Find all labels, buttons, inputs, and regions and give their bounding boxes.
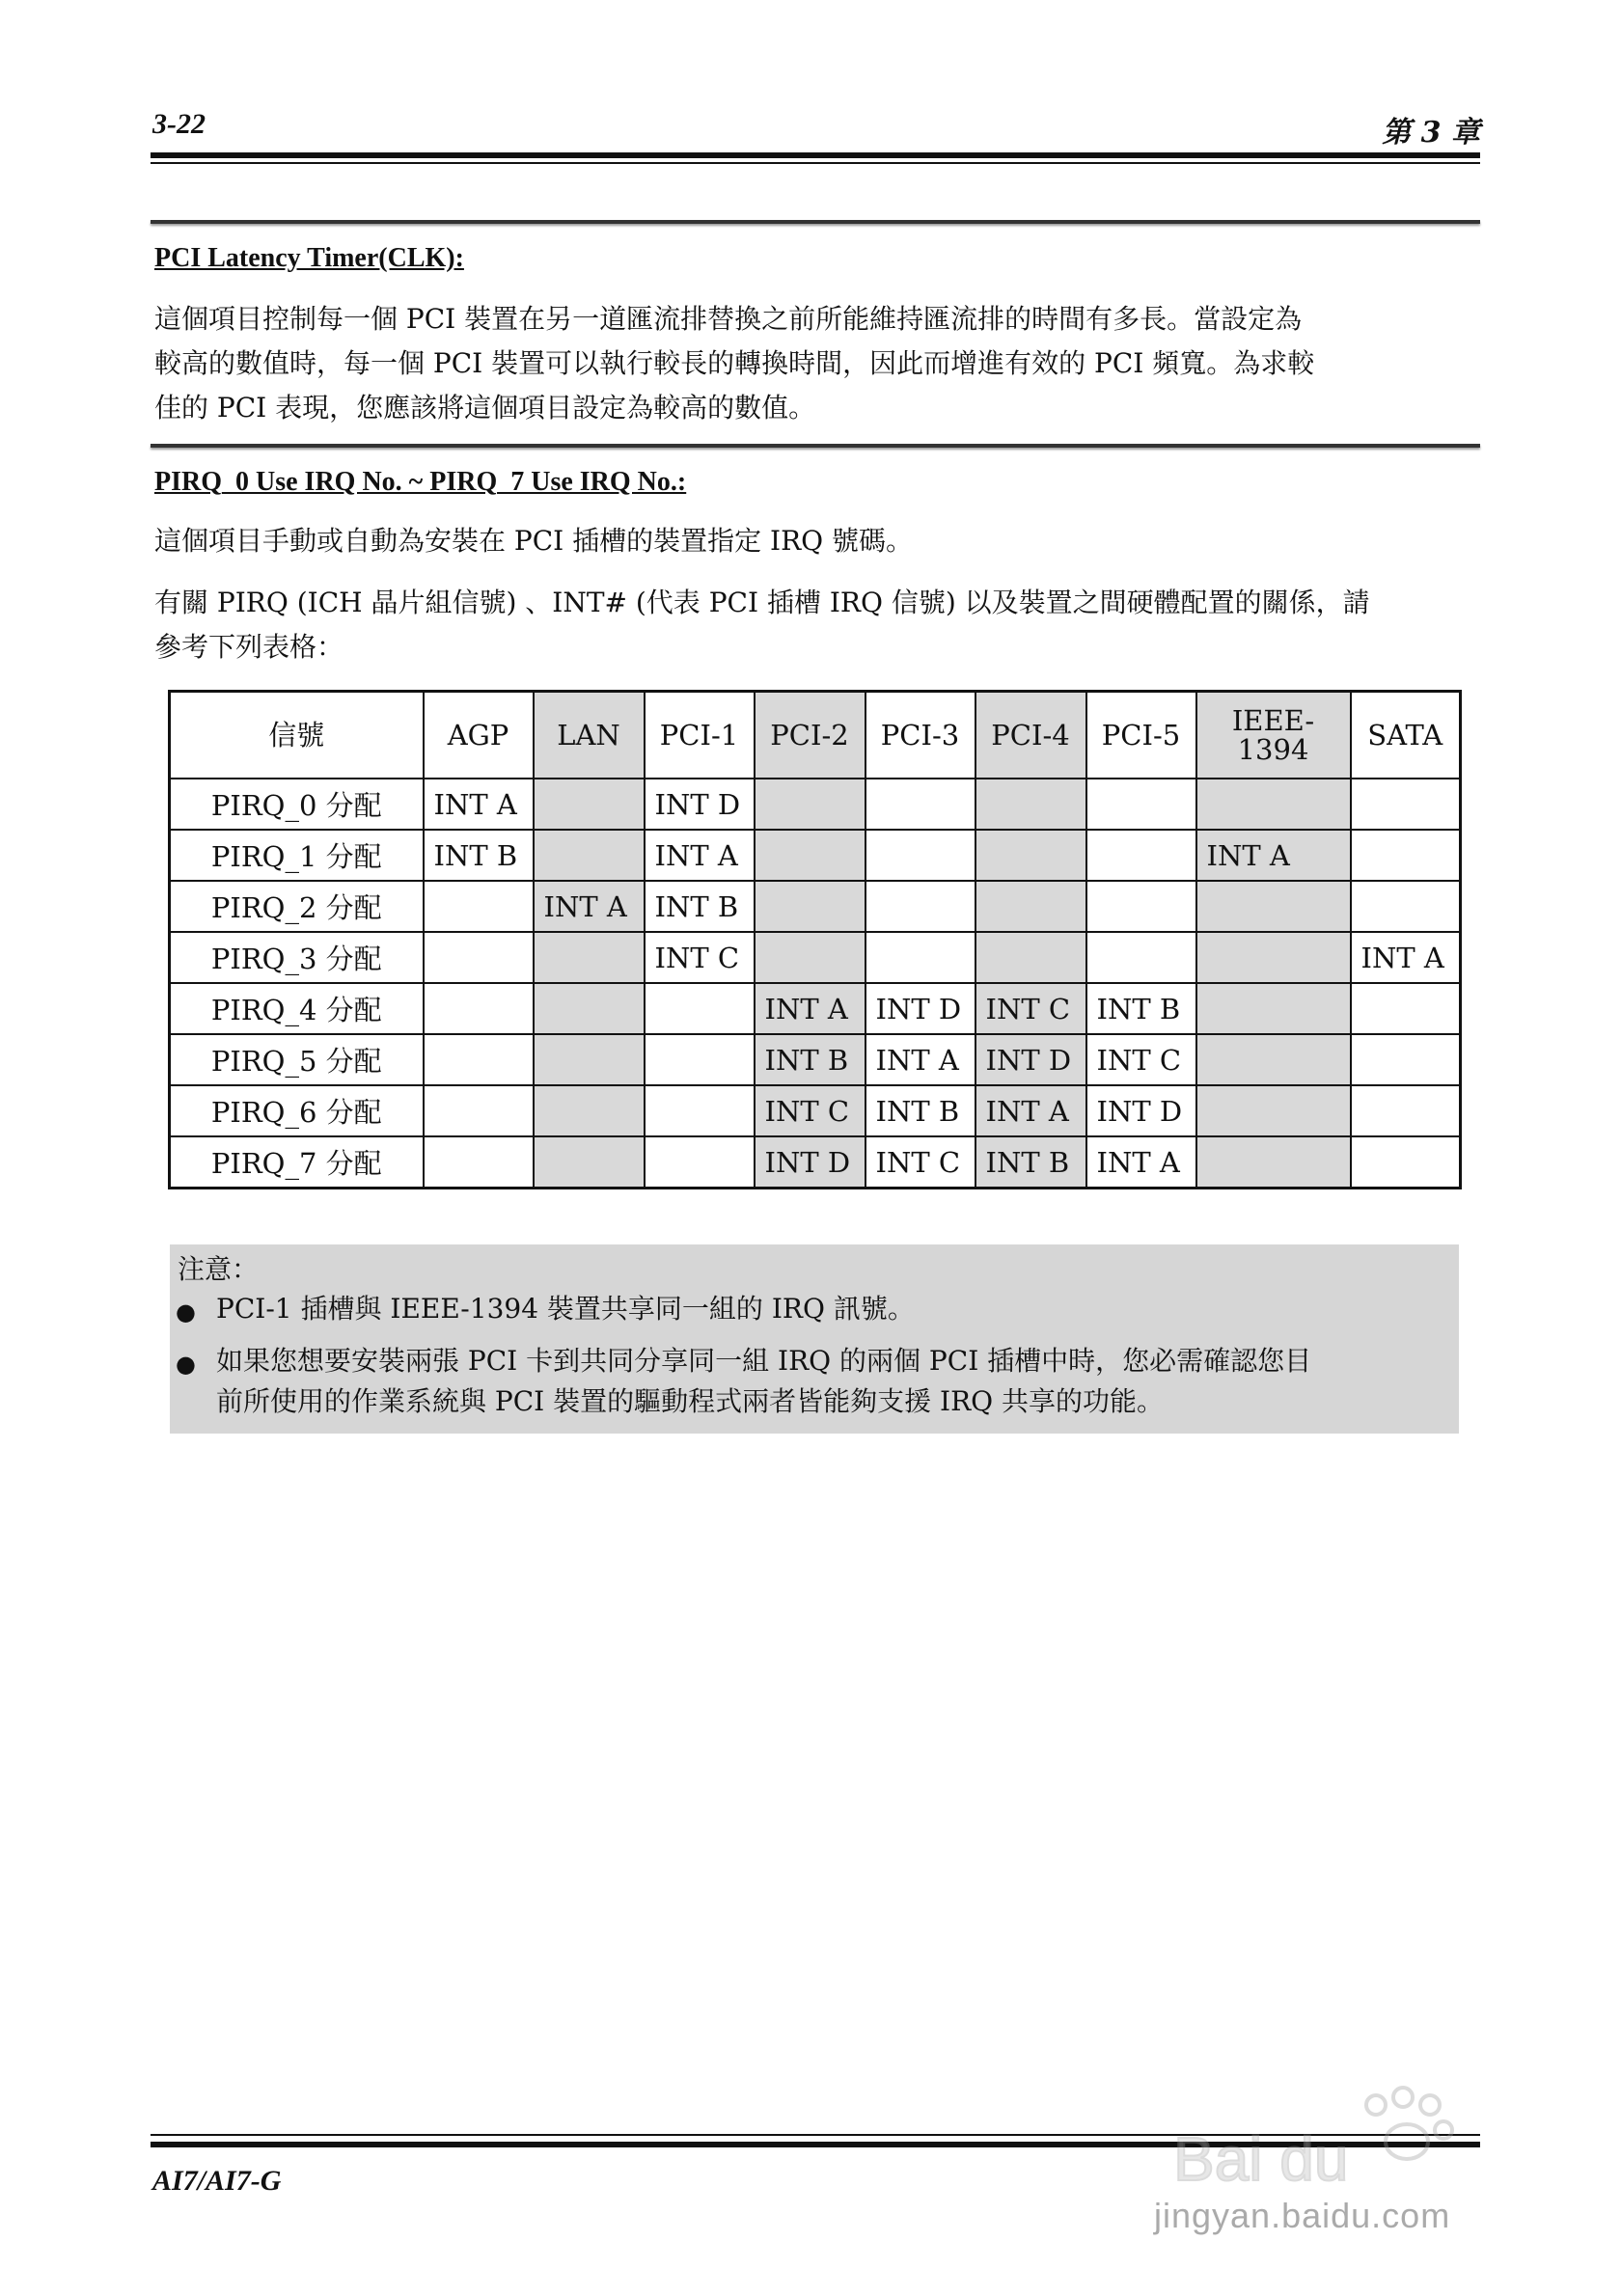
table-cell: [755, 881, 865, 932]
text-line: 前所使用的作業系統與 PCI 裝置的驅動程式兩者皆能夠支援 IRQ 共享的功能。: [216, 1385, 1165, 1417]
table-cell: [975, 830, 1086, 881]
table-cell: INT C: [645, 932, 755, 983]
header-lan: LAN: [534, 692, 645, 779]
header-signal: 信號: [170, 692, 424, 779]
note-item-2: [216, 1341, 1451, 1422]
footer-model: AI7/AI7-G: [152, 2165, 282, 2197]
table-cell: [424, 932, 534, 983]
header-pci-1: PCI-1: [645, 692, 755, 779]
table-cell: INT A: [865, 1034, 975, 1085]
table-cell: [1351, 1085, 1461, 1136]
table-cell: INT B: [975, 1136, 1086, 1189]
header-rule-thin: [151, 162, 1480, 164]
table-cell: [1196, 779, 1351, 830]
pirq-table-intro: [154, 581, 1476, 670]
table-cell: [424, 1034, 534, 1085]
row-label: PIRQ_0 分配: [170, 779, 424, 830]
table-cell: [645, 1136, 755, 1189]
table-cell: [1196, 1136, 1351, 1189]
table-cell: INT A: [1351, 932, 1461, 983]
table-cell: [534, 830, 645, 881]
text-line: 參考下列表格：: [154, 631, 344, 663]
table-row: [170, 1034, 1461, 1085]
table-cell: INT C: [755, 1085, 865, 1136]
table-cell: [975, 932, 1086, 983]
table-cell: INT C: [1086, 1034, 1196, 1085]
header-pci-4: PCI-4: [975, 692, 1086, 779]
table-cell: [424, 1085, 534, 1136]
table-cell: INT B: [755, 1034, 865, 1085]
header-sata: SATA: [1351, 692, 1461, 779]
table-cell: [534, 1034, 645, 1085]
table-cell: [1196, 1034, 1351, 1085]
header-pci-2: PCI-2: [755, 692, 865, 779]
table-cell: [865, 830, 975, 881]
table-cell: [534, 1085, 645, 1136]
table-cell: [1351, 779, 1461, 830]
table-cell: INT C: [975, 983, 1086, 1034]
header-agp: AGP: [424, 692, 534, 779]
table-cell: [1351, 830, 1461, 881]
table-cell: [1086, 932, 1196, 983]
row-label: PIRQ_7 分配: [170, 1136, 424, 1189]
svg-text:Bai du: Bai du: [1173, 2124, 1349, 2194]
row-label: PIRQ_4 分配: [170, 983, 424, 1034]
note-title: 注意：: [178, 1253, 260, 1285]
table-body: [170, 779, 1461, 1189]
table-cell: INT A: [534, 881, 645, 932]
section-title-latency: PCI Latency Timer(CLK):: [154, 243, 464, 273]
table-cell: [865, 779, 975, 830]
text-line: 這個項目控制每一個 PCI 裝置在另一道匯流排替換之前所能維持匯流排的時間有多長。當設定為: [154, 303, 1303, 335]
table-cell: [755, 932, 865, 983]
table-row: [170, 1136, 1461, 1189]
table-cell: [1351, 881, 1461, 932]
table-header-row: [170, 692, 1461, 779]
bullet-icon: ●: [176, 1298, 196, 1326]
table-cell: INT D: [645, 779, 755, 830]
table-cell: [1086, 830, 1196, 881]
table-row: [170, 932, 1461, 983]
table-cell: INT A: [1196, 830, 1351, 881]
table-cell: [645, 983, 755, 1034]
table-cell: INT D: [755, 1136, 865, 1189]
table-row: [170, 1085, 1461, 1136]
row-label: PIRQ_3 分配: [170, 932, 424, 983]
table-cell: INT A: [1086, 1136, 1196, 1189]
table-row: [170, 830, 1461, 881]
table-cell: [1351, 1136, 1461, 1189]
watermark-url: jingyan.baidu.com: [1154, 2196, 1451, 2235]
table-row: [170, 779, 1461, 830]
table-cell: [645, 1034, 755, 1085]
table-cell: INT D: [865, 983, 975, 1034]
chapter-title: 第 3 章: [1382, 116, 1480, 150]
table-cell: [424, 881, 534, 932]
irq-assignment-table: [168, 690, 1462, 1189]
header-pci-3: PCI-3: [865, 692, 975, 779]
table-cell: [424, 1136, 534, 1189]
table-cell: [1196, 881, 1351, 932]
table-cell: [865, 881, 975, 932]
table-cell: [755, 779, 865, 830]
table-cell: INT B: [424, 830, 534, 881]
table-cell: [865, 932, 975, 983]
table-cell: [1196, 932, 1351, 983]
header-ieee-1394-text: IEEE-1394: [1231, 704, 1315, 766]
table-cell: [534, 1136, 645, 1189]
table-cell: INT D: [1086, 1085, 1196, 1136]
row-label: PIRQ_6 分配: [170, 1085, 424, 1136]
text-line: 較高的數值時，每一個 PCI 裝置可以執行較長的轉換時間，因此而增進有效的 PCI 頻寬。為求較: [154, 347, 1315, 379]
table-cell: [1351, 1034, 1461, 1085]
table-cell: [424, 983, 534, 1034]
latency-description: [154, 297, 1476, 430]
text-line: 有關 PIRQ (ICH 晶片組信號) 、INT# (代表 PCI 插槽 IRQ 信號) 以及裝置之間硬體配置的關係，請: [154, 587, 1370, 618]
row-label: PIRQ_5 分配: [170, 1034, 424, 1085]
pirq-description: 這個項目手動或自動為安裝在 PCI 插槽的裝置指定 IRQ 號碼。: [154, 525, 914, 557]
table-cell: [1086, 779, 1196, 830]
table-cell: INT A: [424, 779, 534, 830]
table-cell: [975, 881, 1086, 932]
table-cell: [975, 779, 1086, 830]
table-cell: [1196, 1085, 1351, 1136]
section-divider: [151, 444, 1480, 448]
table-row: [170, 881, 1461, 932]
table-cell: [534, 932, 645, 983]
table-cell: INT B: [1086, 983, 1196, 1034]
table-cell: INT A: [975, 1085, 1086, 1136]
text-line: 佳的 PCI 表現，您應該將這個項目設定為較高的數值。: [154, 392, 816, 424]
note-item-1: PCI-1 插槽與 IEEE-1394 裝置共享同一組的 IRQ 訊號。: [216, 1293, 915, 1325]
header-ieee-1394: [1196, 692, 1351, 779]
table-cell: [534, 779, 645, 830]
table-cell: [755, 830, 865, 881]
text-line: 如果您想要安裝兩張 PCI 卡到共同分享同一組 IRQ 的兩個 PCI 插槽中時，您必需確認您目: [216, 1345, 1312, 1377]
table-cell: INT B: [645, 881, 755, 932]
page-number: 3-22: [152, 108, 206, 140]
table-cell: [1086, 881, 1196, 932]
table-cell: INT A: [755, 983, 865, 1034]
section-divider: [151, 220, 1480, 224]
table-cell: [534, 983, 645, 1034]
table-row: [170, 983, 1461, 1034]
table-cell: INT C: [865, 1136, 975, 1189]
row-label: PIRQ_2 分配: [170, 881, 424, 932]
header-pci-5: PCI-5: [1086, 692, 1196, 779]
table-cell: [1196, 983, 1351, 1034]
table-cell: [645, 1085, 755, 1136]
table-cell: INT A: [645, 830, 755, 881]
bullet-icon: ●: [176, 1351, 196, 1378]
table-cell: INT D: [975, 1034, 1086, 1085]
row-label: PIRQ_1 分配: [170, 830, 424, 881]
table-cell: [1351, 983, 1461, 1034]
header-rule: [151, 152, 1480, 158]
table-cell: INT B: [865, 1085, 975, 1136]
section-title-pirq: PIRQ_0 Use IRQ No. ~ PIRQ_7 Use IRQ No.:: [154, 467, 687, 497]
